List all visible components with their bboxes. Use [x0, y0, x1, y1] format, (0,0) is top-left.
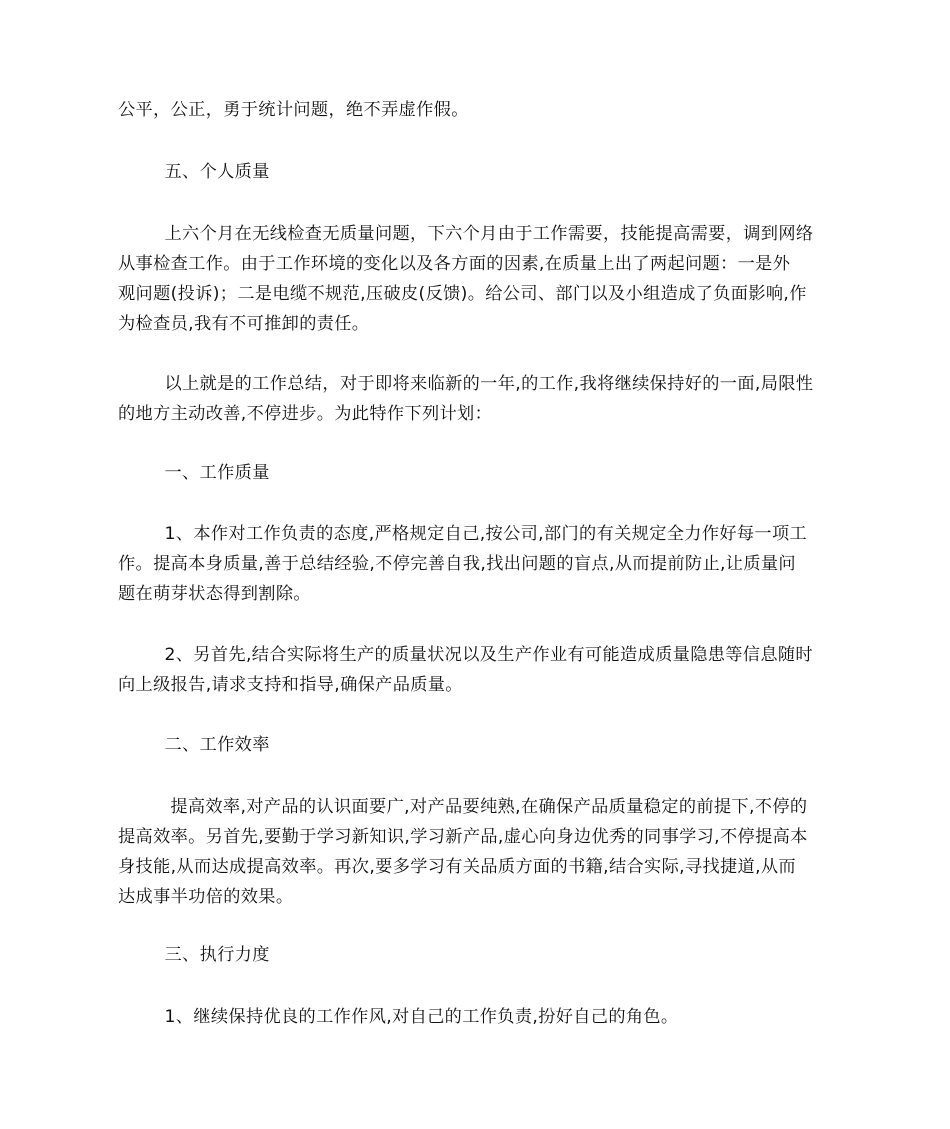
- text-line: 题在萌芽状态得到割除。: [118, 584, 311, 604]
- text-line: 的地方主动改善,不停进步。为此特作下列计划：: [118, 404, 493, 424]
- text-line: 提高效率。另首先,要勤于学习新知识,学习新产品,虚心向身边优秀的同事学习,不停提高本: [118, 827, 808, 847]
- paragraph-summary-plan: [118, 369, 834, 429]
- text-line: 五、个人质量: [118, 162, 270, 182]
- paragraph-quality-issues: [118, 219, 834, 339]
- heading-work-efficiency: [118, 730, 834, 760]
- heading-personal-quality: [118, 157, 834, 187]
- paragraph-fairness: [118, 95, 834, 125]
- text-line: 上六个月在无线检查无质量问题，下六个月由于工作需要，技能提高需要，调到网络: [118, 224, 814, 244]
- text-line: 公平，公正，勇于统计问题，绝不弄虚作假。: [118, 100, 469, 120]
- text-line: 以上就是的工作总结，对于即将来临新的一年,的工作,我将继续保持好的一面,局限性: [118, 374, 814, 394]
- text-line: 一、工作质量: [118, 463, 270, 483]
- text-line: 1、继续保持优良的工作作风,对自己的工作负责,扮好自己的角色。: [118, 1007, 679, 1027]
- heading-work-quality: [118, 458, 834, 488]
- text-line: 提高效率,对产品的认识面要广,对产品要纯熟,在确保产品质量稳定的前提下,不停的: [118, 797, 808, 817]
- paragraph-quality-item-1: [118, 519, 834, 609]
- text-line: 身技能,从而达成提高效率。再次,要多学习有关品质方面的书籍,结合实际,寻找捷道,从而: [118, 857, 796, 877]
- text-line: 达成事半功倍的效果。: [118, 887, 294, 907]
- heading-execution: [118, 940, 834, 970]
- text-line: 为检查员,我有不可推卸的责任。: [118, 314, 370, 334]
- text-line: 三、执行力度: [118, 945, 270, 965]
- text-line: 二、工作效率: [118, 735, 270, 755]
- paragraph-execution-item-1: [118, 1002, 834, 1032]
- text-line: 1、本作对工作负责的态度,严格规定自己,按公司,部门的有关规定全力作好每一项工: [118, 524, 808, 544]
- text-line: 向上级报告,请求支持和指导,确保产品质量。: [118, 675, 463, 695]
- paragraph-quality-item-2: [118, 640, 834, 700]
- text-line: 作。提高本身质量,善于总结经验,不停完善自我,找出问题的盲点,从而提前防止,让质量问: [118, 554, 796, 574]
- text-line: 2、另首先,结合实际将生产的质量状况以及生产作业有可能造成质量隐患等信息随时: [118, 645, 813, 665]
- text-line: 观问题(投诉)；二是电缆不规范,压破皮(反馈)。给公司、部门以及小组造成了负面影响,作: [118, 284, 807, 304]
- text-line: 从事检查工作。由于工作环境的变化以及各方面的因素,在质量上出了两起问题：一是外: [118, 254, 791, 274]
- paragraph-efficiency: [118, 792, 834, 912]
